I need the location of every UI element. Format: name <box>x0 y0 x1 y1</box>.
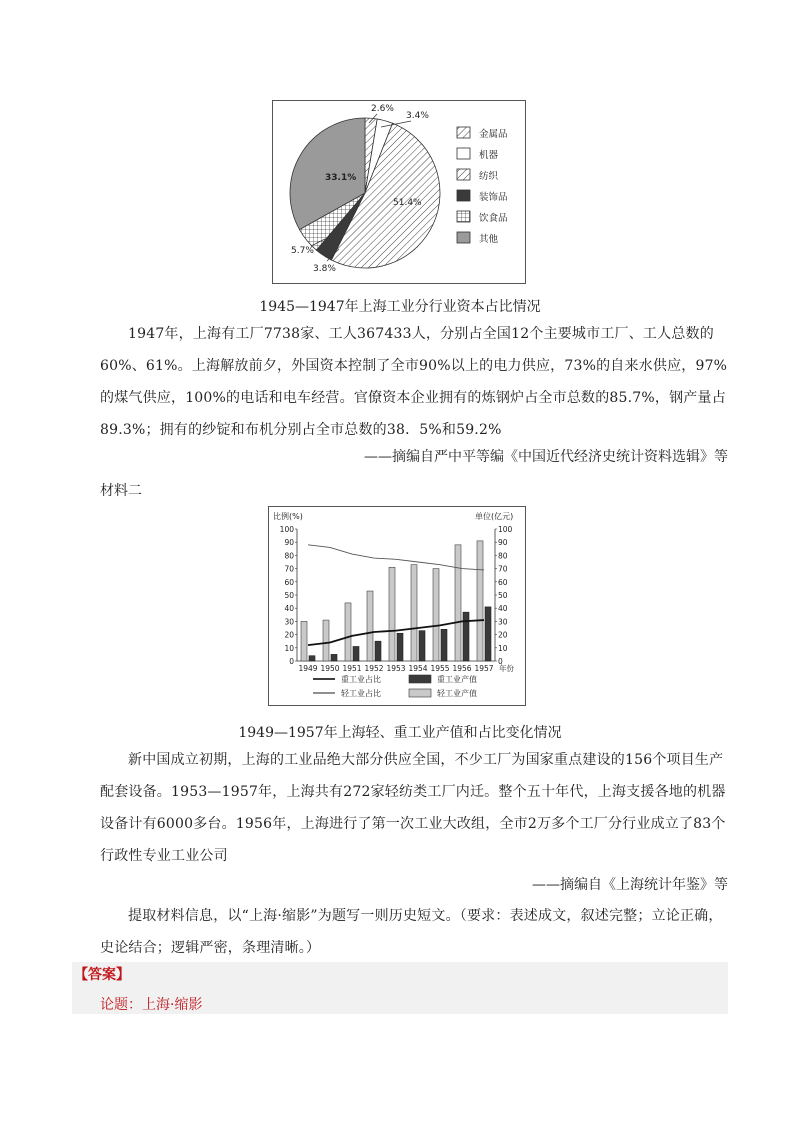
pie-legend-swatch <box>457 148 470 159</box>
question-text: 提取材料信息，以“上海·缩影”为题写一则历史短文。（要求：表述成文，叙述完整；立论正确，史论结合；逻辑严密，条理清晰。） <box>100 908 723 956</box>
pie-legend-label: 装饰品 <box>479 192 508 203</box>
y-tick-left: 0 <box>289 657 294 666</box>
pie-chart <box>273 101 525 283</box>
bar-light-1954 <box>411 565 417 661</box>
y-tick-right: 100 <box>498 525 513 534</box>
legend-swatch <box>409 689 431 697</box>
y-tick-right: 40 <box>498 604 508 614</box>
paragraph-1947: 1947年，上海有工厂7738家、工人367433人，分别占全国12个主要城市工厂、工人总数的60%、61%。上海解放前夕，外国资本控制了全市90%以上的电力供应，73%的自来水供应，97%的煤气供应，100%的电话和电车经营。官僚资本企业拥有的炼钢炉占全市总数的85.7%，钢产量占89.3%；拥有的纱锭和布机分别占全市总数的38．5%和59.2% <box>100 326 728 438</box>
x-axis-title: 年份 <box>499 664 514 673</box>
y-tick-left: 40 <box>284 604 294 614</box>
y-tick-left: 50 <box>284 591 294 600</box>
answer-topic: 论题：上海·缩影 <box>100 997 203 1013</box>
y-tick-right: 0 <box>498 657 503 666</box>
pie-legend-swatch <box>457 190 470 201</box>
x-tick-label: 1949 <box>298 664 318 673</box>
pie-legend-label: 纺织 <box>479 171 499 182</box>
bar-light-1950 <box>323 620 329 661</box>
legend-label: 轻工业产值 <box>437 689 477 698</box>
pie-legend-label: 其他 <box>479 234 499 245</box>
pie-legend-label: 机器 <box>479 150 499 161</box>
y-tick-right: 90 <box>498 538 508 548</box>
source-citation-2: ——摘编自《上海统计年鉴》等 <box>532 877 728 893</box>
bar-heavy-1957 <box>485 607 491 661</box>
x-tick-label: 1950 <box>320 664 340 673</box>
bar-caption: 1949—1957年上海轻、重工业产值和占比变化情况 <box>238 725 562 741</box>
y-tick-left: 20 <box>284 630 294 640</box>
y-tick-left: 10 <box>284 643 294 653</box>
bar-heavy-1952 <box>375 641 381 661</box>
pie-legend-label: 饮食品 <box>479 213 508 224</box>
y-tick-right: 80 <box>498 551 508 561</box>
bar-light-1951 <box>345 603 351 661</box>
y-tick-right: 70 <box>498 564 508 574</box>
y-axis-left-title: 比例(%) <box>273 512 303 521</box>
pie-label-金属品: 2.6% <box>371 104 394 114</box>
x-tick-label: 1951 <box>342 664 362 673</box>
pie-chart-frame <box>272 100 526 284</box>
bar-light-1957 <box>477 541 483 661</box>
pie-legend-swatch <box>457 169 470 180</box>
bar-chart-frame <box>268 506 526 706</box>
bar-heavy-1956 <box>463 612 469 661</box>
legend-label: 重工业产值 <box>437 675 477 684</box>
y-tick-right: 60 <box>498 577 508 587</box>
y-tick-left: 80 <box>284 551 294 561</box>
pie-label-其他: 33.1% <box>325 173 357 183</box>
bar-heavy-1955 <box>441 629 447 661</box>
pie-label-饮食品: 5.7% <box>291 246 314 256</box>
pie-label-纺织: 51.4% <box>393 198 422 208</box>
y-tick-left: 90 <box>284 538 294 548</box>
bar-heavy-1954 <box>419 631 425 661</box>
y-tick-right: 20 <box>498 630 508 640</box>
bar-line-chart <box>269 507 525 705</box>
y-axis-right-title: 单位(亿元) <box>475 512 514 521</box>
pie-legend-swatch <box>457 211 470 222</box>
x-tick-label: 1955 <box>430 664 450 673</box>
x-tick-label: 1953 <box>386 664 406 673</box>
pie-caption: 1945—1947年上海工业分行业资本占比情况 <box>259 299 541 315</box>
pie-legend-swatch <box>457 127 470 138</box>
y-tick-left: 60 <box>284 577 294 587</box>
bar-light-1953 <box>389 567 395 661</box>
y-tick-left: 30 <box>284 617 294 627</box>
y-tick-right: 50 <box>498 591 508 600</box>
pie-legend-label: 金属品 <box>479 129 508 140</box>
bar-heavy-1953 <box>397 633 403 661</box>
pie-label-装饰品: 3.8% <box>313 264 336 274</box>
bar-light-1956 <box>455 545 461 661</box>
legend-label: 重工业占比 <box>341 675 381 684</box>
answer-tag: 【答案】 <box>74 967 130 983</box>
y-tick-left: 70 <box>284 564 294 574</box>
bar-light-1955 <box>433 569 439 661</box>
legend-label: 轻工业占比 <box>341 689 381 698</box>
bar-heavy-1950 <box>331 654 337 661</box>
source-citation-1: ——摘编自严中平等编《中国近代经济史统计资料选辑》等 <box>364 449 728 465</box>
pie-label-机器: 3.4% <box>406 111 429 121</box>
x-tick-label: 1957 <box>474 664 494 673</box>
bar-heavy-1951 <box>353 646 359 661</box>
pie-legend-swatch <box>457 232 470 243</box>
y-tick-right: 30 <box>498 617 508 627</box>
paragraph-1950s: 新中国成立初期，上海的工业品绝大部分供应全国，不少工厂为国家重点建设的156个项目生产配套设备。1953—1957年，上海共有272家轻纺类工厂内迁。整个五十年代，上海支援各地的机器设备计有6000多台。1956年，上海进行了第一次工业大改组，全市2万多个工厂分行业成立了83个行政性专业工业公司 <box>100 752 726 864</box>
x-tick-label: 1952 <box>364 664 384 673</box>
x-tick-label: 1954 <box>408 664 428 673</box>
x-tick-label: 1956 <box>452 664 472 673</box>
legend-swatch <box>409 675 431 683</box>
y-tick-right: 10 <box>498 643 508 653</box>
material-2-label: 材料二 <box>100 483 142 499</box>
bar-light-1949 <box>301 621 307 661</box>
y-tick-left: 100 <box>279 525 294 534</box>
bar-heavy-1949 <box>309 656 315 661</box>
bar-light-1952 <box>367 591 373 661</box>
